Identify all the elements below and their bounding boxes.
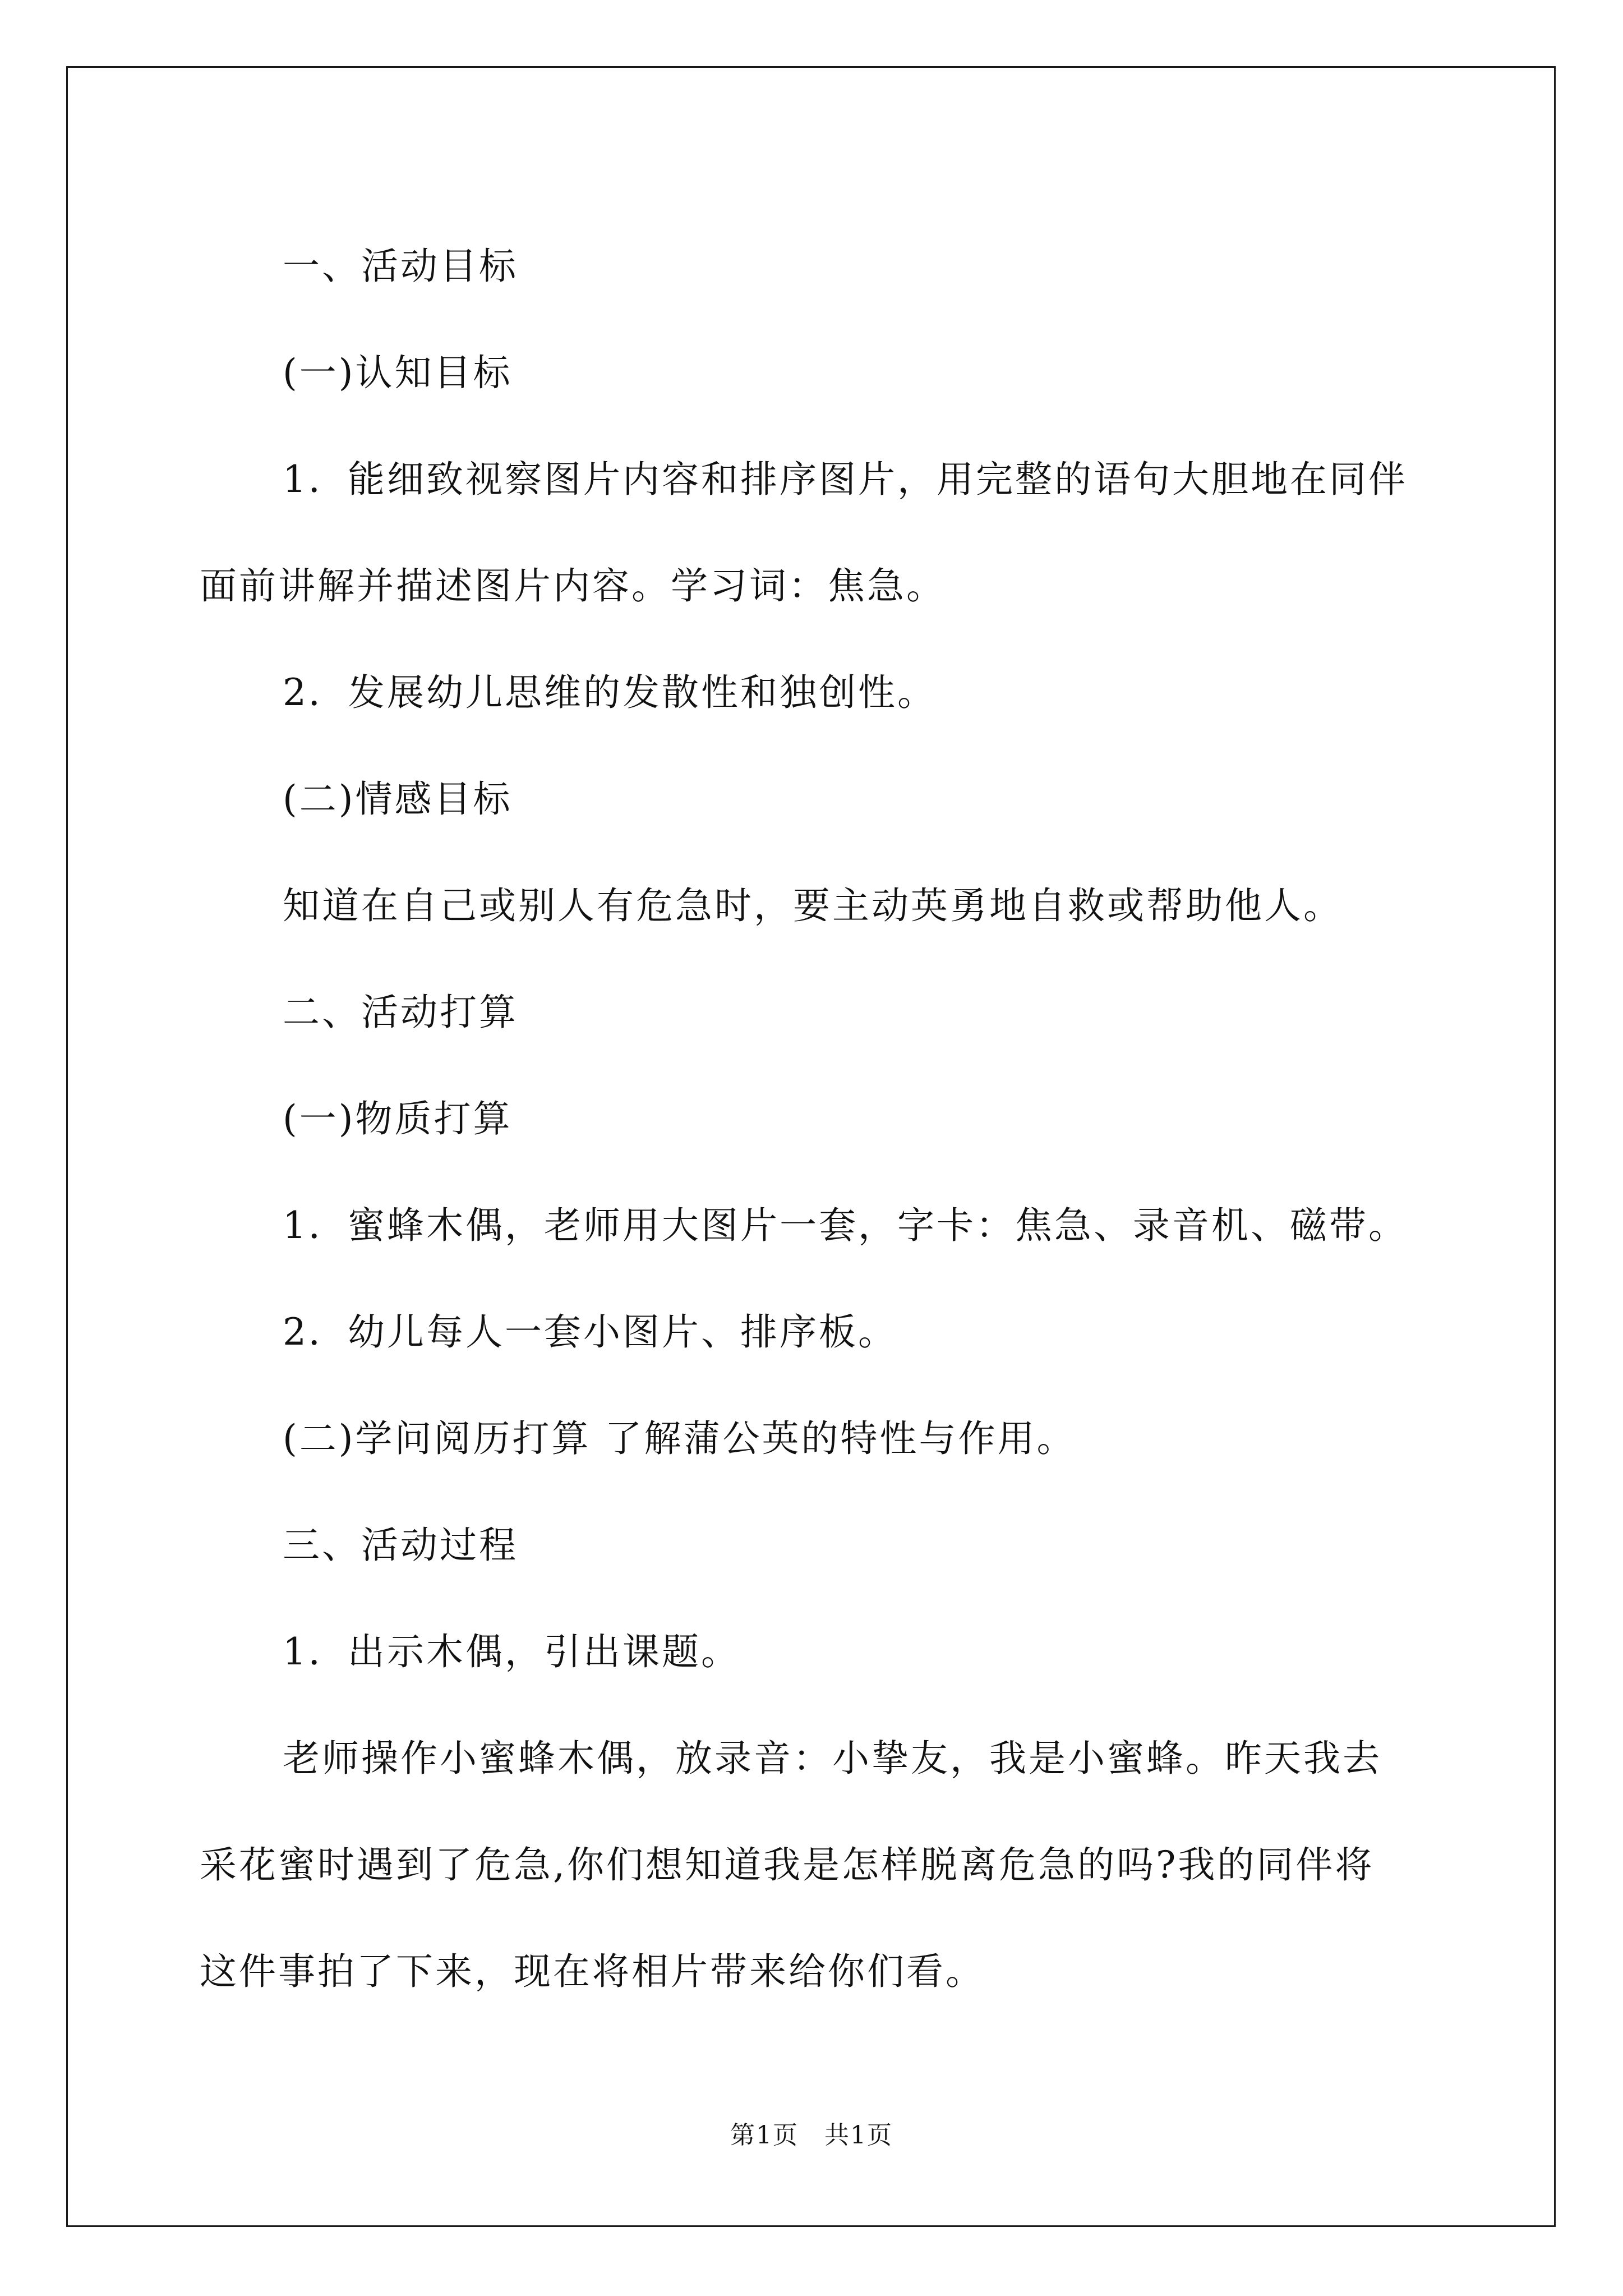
paragraph: 2．发展幼儿思维的发散性和独创性。 — [283, 671, 937, 714]
paragraph: 采花蜜时遇到了危急,你们想知道我是怎样脱离危急的吗?我的同伴将 — [200, 1843, 1375, 1887]
paragraph: 二、活动打算 — [283, 991, 518, 1034]
paragraph: (一)物质打算 — [283, 1097, 513, 1140]
paragraph: (二)情感目标 — [283, 777, 513, 821]
paragraph: (一)认知目标 — [283, 351, 513, 394]
paragraph: 三、活动过程 — [283, 1524, 518, 1567]
paragraph: 这件事拍了下来，现在将相片带来给你们看。 — [200, 1950, 985, 1993]
document-body — [200, 213, 1422, 2025]
paragraph: (二)学问阅历打算 了解蒲公英的特性与作用。 — [283, 1417, 1076, 1460]
paragraph: 1．能细致视察图片内容和排序图片，用完整的语句大胆地在同伴 — [283, 458, 1408, 501]
paragraph: 老师操作小蜜蜂木偶，放录音：小挚友，我是小蜜蜂。昨天我去 — [283, 1737, 1382, 1780]
paragraph: 1．出示木偶，引出课题。 — [283, 1630, 740, 1673]
page-number-footer: 第1页 共1页 — [730, 2121, 893, 2150]
paragraph: 一、活动目标 — [283, 245, 518, 288]
paragraph: 2．幼儿每人一套小图片、排序板。 — [283, 1310, 897, 1354]
paragraph: 面前讲解并描述图片内容。学习词：焦急。 — [200, 564, 946, 608]
paragraph: 知道在自己或别人有危急时，要主动英勇地自救或帮助他人。 — [283, 884, 1343, 927]
paragraph: 1．蜜蜂木偶，老师用大图片一套，字卡：焦急、录音机、磁带。 — [283, 1204, 1408, 1247]
